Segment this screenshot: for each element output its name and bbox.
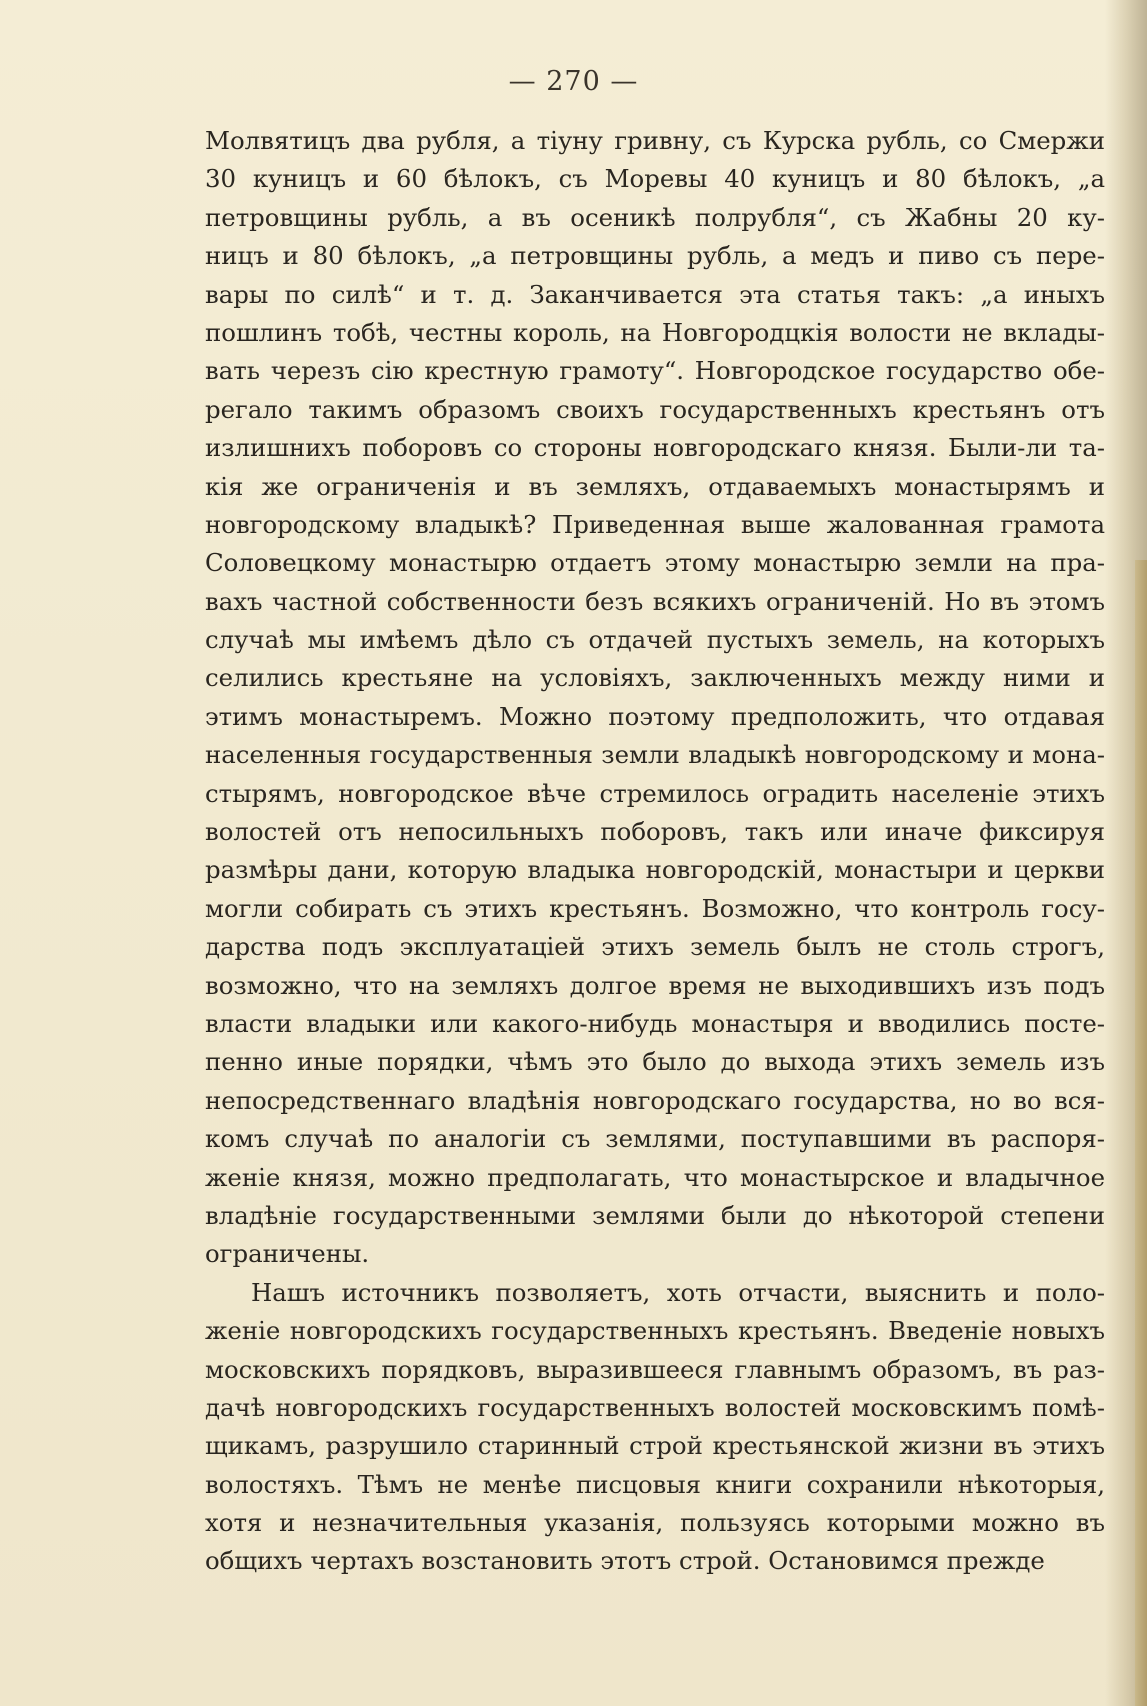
page-edge-shadow	[1135, 560, 1147, 1706]
text-line: могли собирать съ этихъ крестьянъ. Возможно, что контроль госу-	[205, 893, 1105, 923]
text-line: женіе князя, можно предполагать, что монастырское и владычное	[205, 1162, 1105, 1192]
text-line: ограничены.	[205, 1239, 370, 1269]
text-line: новгородскому владыкѣ? Приведенная выше жалованная грамота	[205, 509, 1105, 539]
text-line: размѣры дани, которую владыка новгородскій, монастыри и церкви	[205, 855, 1105, 885]
text-line: вары по силѣ“ и т. д. Заканчивается эта статья такъ: „а иныхъ	[205, 279, 1105, 309]
text-line: общихъ чертахъ возстановить этотъ строй. Остановимся прежде	[205, 1546, 1045, 1576]
text-line: регало такимъ образомъ своихъ государственныхъ крестьянъ отъ	[205, 394, 1105, 424]
text-line: возможно, что на земляхъ долгое время не выходившихъ изъ подъ	[205, 970, 1105, 1000]
paragraph	[205, 1274, 1105, 1581]
text-line: петровщины рубль, а въ осеникѣ полрубля“, съ Жабны 20 ку-	[205, 202, 1105, 232]
text-line: власти владыки или какого-нибудь монастыря и вводились посте-	[205, 1008, 1105, 1038]
text-line: владѣніе государственными землями были до нѣкоторой степени	[205, 1200, 1105, 1230]
text-line: случаѣ мы имѣемъ дѣло съ отдачей пустыхъ земель, на которыхъ	[205, 625, 1105, 655]
text-line: Соловецкому монастырю отдаетъ этому монастырю земли на пра-	[205, 548, 1105, 578]
text-line: кія же ограниченія и въ земляхъ, отдаваемыхъ монастырямъ и	[205, 471, 1105, 501]
body-text	[205, 122, 1105, 1581]
text-line: дарства подъ эксплуатаціей этихъ земель былъ не столь строгъ,	[205, 932, 1105, 962]
text-line: московскихъ порядковъ, выразившееся главнымъ образомъ, въ раз-	[205, 1354, 1105, 1384]
text-line: пошлинъ тобѣ, честны король, на Новгородцкія волости не вклады-	[205, 317, 1105, 347]
text-line: комъ случаѣ по аналогіи съ землями, поступавшими въ распоря-	[205, 1124, 1105, 1154]
text-line: вать черезъ сію крестную грамоту“. Новгородское государство обе-	[205, 356, 1105, 386]
text-line: непосредственнаго владѣнія новгородскаго государства, но во вся-	[205, 1085, 1105, 1115]
text-line: излишнихъ поборовъ со стороны новгородскаго князя. Были-ли та-	[205, 433, 1105, 463]
text-line: щикамъ, разрушило старинный строй крестьянской жизни въ этихъ	[205, 1431, 1105, 1461]
text-line: волостей отъ непосильныхъ поборовъ, такъ или иначе фиксируя	[205, 817, 1105, 847]
text-line: Нашъ источникъ позволяетъ, хоть отчасти, выяснить и поло-	[251, 1277, 1105, 1307]
paragraph	[205, 122, 1105, 1274]
page-number: — 270 —	[508, 66, 639, 97]
text-line: пенно иные порядки, чѣмъ это было до выхода этихъ земель изъ	[205, 1047, 1105, 1077]
text-line: селились крестьяне на условіяхъ, заключенныхъ между ними и	[205, 663, 1105, 693]
text-line: ницъ и 80 бѣлокъ, „а петровщины рубль, а медъ и пиво съ пере-	[205, 241, 1105, 271]
text-line: дачѣ новгородскихъ государственныхъ волостей московскимъ помѣ-	[205, 1392, 1105, 1422]
text-line: населенныя государственныя земли владыкѣ новгородскому и мона-	[205, 740, 1105, 770]
text-line: Молвятицъ два рубля, а тіуну гривну, съ Курска рубль, со Смержи	[205, 126, 1105, 155]
text-line: хотя и незначительныя указанія, пользуясь которыми можно въ	[205, 1508, 1105, 1538]
text-line: этимъ монастыремъ. Можно поэтому предположить, что отдавая	[205, 701, 1105, 731]
text-line: 30 куницъ и 60 бѣлокъ, съ Моревы 40 куницъ и 80 бѣлокъ, „а	[205, 164, 1105, 194]
text-line: волостяхъ. Тѣмъ не менѣе писцовыя книги сохранили нѣкоторыя,	[205, 1469, 1105, 1499]
text-line: вахъ частной собственности безъ всякихъ ограниченій. Но въ этомъ	[205, 586, 1105, 616]
text-line: стырямъ, новгородское вѣче стремилось оградить населеніе этихъ	[205, 778, 1105, 808]
text-line: женіе новгородскихъ государственныхъ крестьянъ. Введеніе новыхъ	[205, 1316, 1105, 1346]
